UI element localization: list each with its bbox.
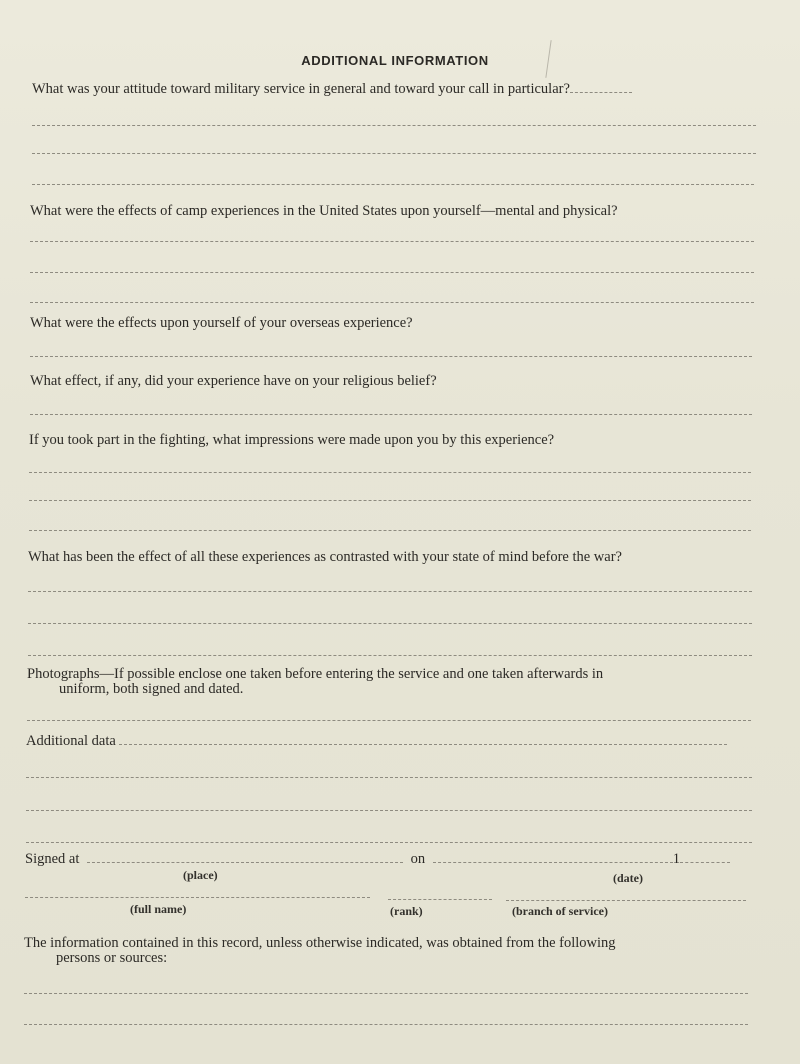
answer-line-attitude-3[interactable] [32,184,754,185]
form-heading: ADDITIONAL INFORMATION [301,53,489,68]
additional-data-row [26,734,727,749]
question-overseas-text: What were the effects upon yourself of your overseas experience? [30,315,413,331]
branch-field[interactable] [506,900,746,901]
question-religious-belief [30,374,437,389]
additional-data-label: Additional data [26,733,116,749]
full-name-field[interactable] [25,897,370,898]
answer-line-camp-2[interactable] [30,272,754,273]
answer-line-fighting-3[interactable] [29,530,751,531]
caption-date: (date) [613,871,643,885]
answer-line-fighting-2[interactable] [29,500,751,501]
question-religious-belief-text: What effect, if any, did your experience have on your religious belief? [30,373,437,389]
answer-line-overseas-1[interactable] [30,356,752,357]
answer-line-photographs-1[interactable] [27,720,751,721]
question-fighting [29,433,554,448]
photographs-line-1: Photographs—If possible enclose one taken before entering the service and one taken afterwards in [27,666,604,682]
question-attitude-text: What was your attitude toward military service in general and toward your call in particular? [32,81,570,97]
caption-rank: (rank) [390,904,423,918]
answer-line-sources-2[interactable] [24,1024,748,1025]
answer-line-sources-1[interactable] [24,993,748,994]
sources-line-2: persons or sources: [56,950,168,966]
question-camp-effects [30,204,618,219]
answer-line-contrast-3[interactable] [28,655,752,656]
answer-line-camp-1[interactable] [30,241,754,242]
signed-at-label: Signed at [25,851,80,867]
on-label: on [410,851,426,867]
question-contrast [28,550,622,565]
answer-line-contrast-1[interactable] [28,591,752,592]
sources-line-1: The information contained in this record, unless otherwise indicated, was obtained from the following [24,935,616,951]
answer-line-attitude-inline[interactable] [570,92,632,93]
question-contrast-text: What has been the effect of all these experiences as contrasted with your state of mind before the war? [28,549,622,565]
question-overseas [30,316,413,331]
answer-line-fighting-1[interactable] [29,472,751,473]
photographs-instruction [27,667,603,697]
answer-line-religious-1[interactable] [30,414,752,415]
answer-line-contrast-2[interactable] [28,623,752,624]
sources-instruction [24,936,616,966]
answer-line-additional-3[interactable] [26,842,752,843]
additional-data-inline-line[interactable] [119,744,727,745]
caption-full-name: (full name) [130,902,187,916]
question-fighting-text: If you took part in the fighting, what impressions were made upon you by this experience? [29,432,555,448]
answer-line-attitude-2[interactable] [32,153,756,154]
year-field[interactable] [680,862,730,863]
answer-line-camp-3[interactable] [30,302,754,303]
answer-line-additional-1[interactable] [26,777,752,778]
question-attitude [32,82,632,97]
caption-place: (place) [183,868,218,882]
answer-line-attitude-1[interactable] [32,125,756,126]
year-prefix: 1 [672,851,680,867]
rank-field[interactable] [388,899,492,900]
signed-row [25,852,730,867]
caption-branch: (branch of service) [512,904,608,918]
place-field[interactable] [87,862,403,863]
question-camp-effects-text: What were the effects of camp experiences in the United States upon yourself—mental and physical? [30,203,618,219]
date-field[interactable] [433,862,673,863]
photographs-line-2: uniform, both signed and dated. [59,681,244,697]
answer-line-additional-2[interactable] [26,810,752,811]
